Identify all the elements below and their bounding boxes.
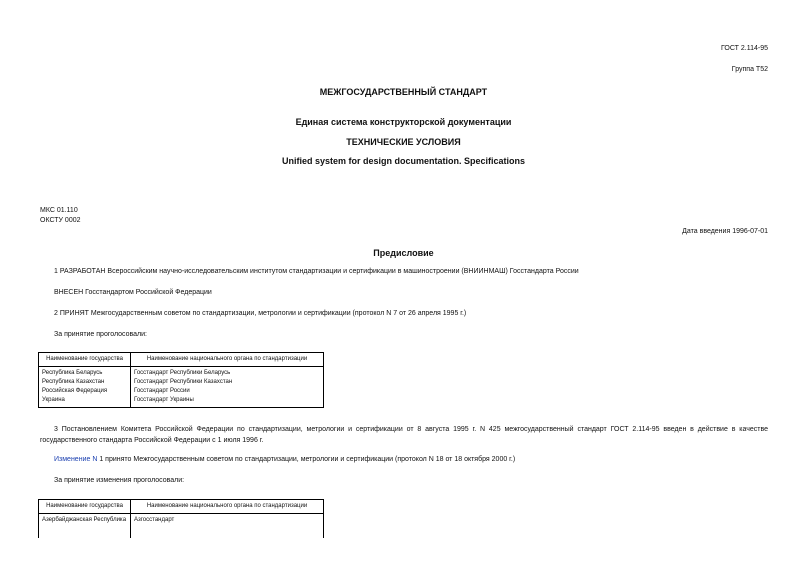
mks-code: МКС 01.110 — [40, 207, 78, 214]
table-row — [39, 514, 324, 539]
table-cell: Госстандарт Республики Казахстан — [131, 378, 324, 387]
foreword-p7: За принятие изменения проголосовали: — [54, 477, 185, 484]
standard-type-title: МЕЖГОСУДАРСТВЕННЫЙ СТАНДАРТ — [319, 87, 488, 97]
table-cell: Госстандарт России — [131, 387, 324, 396]
table-header-row — [39, 353, 324, 367]
amendment-voting-table — [38, 499, 324, 538]
table-cell: Госстандарт Украины — [131, 396, 324, 408]
foreword-p2: ВНЕСЕН Госстандартом Российской Федерации — [54, 289, 212, 296]
foreword-p4: За принятие проголосовали: — [54, 331, 147, 338]
table-cell: Республика Казахстан — [39, 378, 131, 387]
table-cell: Республика Беларусь — [39, 367, 131, 379]
table-cell: Азербайджанская Республика — [39, 514, 131, 539]
document-title: ТЕХНИЧЕСКИЕ УСЛОВИЯ — [346, 137, 461, 147]
amendment-text: 1 принято Межгосударственным советом по стандартизации, метрологии и сертификации (протокол N 18 от 18 октября 2000 г.) — [97, 456, 516, 463]
amendment-link[interactable]: Изменение N — [54, 456, 98, 463]
table-row — [39, 378, 324, 387]
foreword-p5 — [40, 424, 768, 446]
foreword-p5-text: 3 Постановлением Комитета Российской Федерации по стандартизации, метрологии и сертификации от 8 августа 1995 г. N 425 межгосударственный стандарт ГОСТ 2.114-95 введен в действие в качестве государственного стандарта Российской Федерации с 1 июля 1996 г. — [40, 426, 768, 444]
table-header-cell: Наименование национального органа по стандартизации — [131, 353, 324, 367]
system-title: Единая система конструкторской документации — [295, 117, 512, 127]
table-cell: Госстандарт Республики Беларусь — [131, 367, 324, 379]
amendment-paragraph — [54, 456, 515, 463]
table-header-cell: Наименование национального органа по стандартизации — [131, 500, 324, 514]
foreword-p1: 1 РАЗРАБОТАН Всероссийским научно-исследовательским институтом стандартизации и сертификации в машиностроении (ВНИИНМАШ) Госстандарта России — [54, 268, 579, 275]
table-header-cell: Наименование государства — [39, 500, 131, 514]
foreword-heading: Предисловие — [373, 248, 434, 258]
voting-table — [38, 352, 324, 408]
table-row — [39, 387, 324, 396]
group-label: Группа Т52 — [731, 66, 768, 73]
table-cell: Украина — [39, 396, 131, 408]
okstu-code: ОКСТУ 0002 — [40, 217, 81, 224]
table-row — [39, 367, 324, 379]
table-row — [39, 396, 324, 408]
foreword-p3: 2 ПРИНЯТ Межгосударственным советом по стандартизации, метрологии и сертификации (протокол N 7 от 26 апреля 1995 г.) — [54, 310, 467, 317]
table-header-cell: Наименование государства — [39, 353, 131, 367]
table-header-row — [39, 500, 324, 514]
introduction-date: Дата введения 1996-07-01 — [682, 228, 768, 235]
table-cell: Российская Федерация — [39, 387, 131, 396]
table-cell: Азгосстандарт — [131, 514, 324, 539]
gost-number: ГОСТ 2.114-95 — [720, 45, 768, 52]
english-title: Unified system for design documentation. Specifications — [281, 156, 526, 166]
